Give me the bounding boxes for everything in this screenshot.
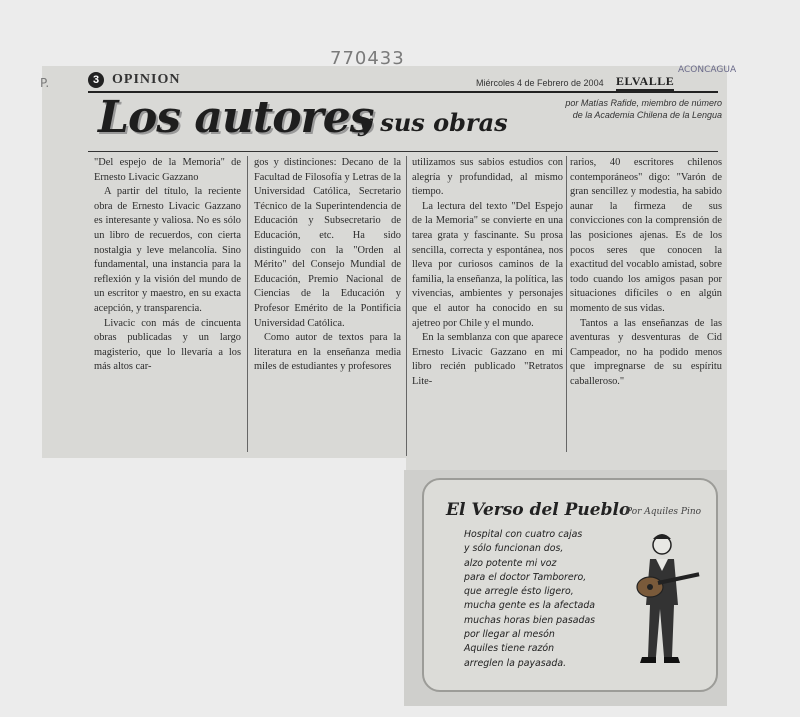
poem-line: alzo potente mi voz	[464, 557, 557, 569]
poem-author: Por Aquiles Pino	[626, 507, 702, 517]
article-column-4	[570, 156, 722, 390]
poem-line: que arregle ésto ligero,	[464, 586, 574, 598]
paragraph: Livacic con más de cincuenta obras publicadas y un largo magisterio, que lo llevaría a los más altos car-	[94, 317, 241, 373]
article-column-3	[412, 156, 563, 390]
paragraph: Tantos a las enseñanzas de las aventuras y desventuras de Cid Campeador, no ha podido menos que impregnarse de su espíritu caballeroso."	[570, 317, 722, 387]
article-column-2	[254, 156, 401, 375]
poem-line: Hospital con cuatro cajas	[464, 529, 583, 540]
article-byline: por Matías Rafide, miembro de número de la Academia Chilena de la Lengua	[565, 98, 722, 120]
newspaper-masthead: ELVALLE	[616, 74, 674, 91]
poem-line: muchas horas bien pasadas	[464, 614, 596, 626]
article-subtitle: y sus obras	[358, 108, 508, 137]
paragraph: gos y distinciones: Decano de la Facultad de Filosofía y Letras de la Universidad Católica, Secretario Técnico de la Superintendencia de Educación y Subsecretario de Educación, etc. Ha sido distinguido con la "Orden al Mérito" del Consejo Mundial de Educación, Premio Nacional de Ciencias de la Educación y Profesor Emérito de la Pontificia Universidad Católica.	[254, 157, 401, 329]
poem-title: El Verso del Pueblo	[446, 500, 631, 520]
archive-prefix: P.	[40, 76, 50, 90]
paragraph: "Del espejo de la Memoria" de Ernesto Livacic Gazzano	[94, 157, 241, 183]
paragraph: A partir del título, la reciente obra de Ernesto Livacic Gazzano es interesante y valiosa. No es sólo un libro de recuerdos, con cierta nostalgia y leve melancolía. Sino fundamental, una instancia para la reflexión y la visión del mundo de un escritor y maestro, en su exacta acepción, y transparencia.	[94, 186, 241, 314]
article-title: Los autores	[98, 92, 374, 143]
column-divider	[406, 156, 407, 456]
archive-tag: ACONCAGUA	[678, 65, 737, 75]
poem-line: Aquiles tiene razón	[464, 643, 555, 655]
poem-line: por llegar al mesón	[464, 629, 555, 641]
column-divider	[566, 156, 567, 452]
poem-line: y sólo funcionan dos,	[464, 543, 564, 555]
paragraph: En la semblanza con que aparece Ernesto Livacic Gazzano en mi libro recién publicado "Retratos Lite-	[412, 332, 563, 387]
title-rule	[88, 151, 718, 152]
paragraph: Como autor de textos para la literatura en la enseñanza media miles de estudiantes y profesores	[254, 332, 401, 373]
poem-line: mucha gente es la afectada	[464, 600, 596, 612]
article-column-1	[94, 156, 241, 375]
poem-text	[464, 528, 644, 671]
poem-line: para el doctor Tamborero,	[464, 571, 587, 583]
paragraph: rarios, 40 escritores chilenos contemporáneos" digo: "Varón de gran sencillez y modestia, ha sabido aunar la firmeza de sus convicciones con la comprensión de las posiciones ajenas. Es de los pocos seres que conocen la exactitud del vocablo amistad, sobre todo cuando los amigos pasan por situaciones difíciles o en algún momento de sus vidas.	[570, 157, 722, 314]
guitarist-illustration	[620, 525, 706, 675]
paragraph: utilizamos sus sabios estudios con alegría y profundidad, al mismo tiempo.	[412, 157, 563, 198]
paragraph: La lectura del texto "Del Espejo de la Memoria" se convierte en una tarea grata y fascinante. Su prosa sencilla, correcta y espontánea, nos lleva por curiosos caminos de la familia, la enseñanza, la política, las vivencias, ambientes y personajes que el autor ha conocido en su ajetreo por Chile y el mundo.	[412, 200, 563, 329]
archive-number: 770433	[330, 48, 405, 69]
publication-date: Miércoles 4 de Febrero de 2004	[476, 78, 604, 88]
poem-line: arreglen la payasada.	[464, 657, 567, 669]
column-divider	[247, 156, 248, 452]
page-number: 3	[88, 72, 104, 88]
section-label: OPINION	[112, 72, 181, 87]
